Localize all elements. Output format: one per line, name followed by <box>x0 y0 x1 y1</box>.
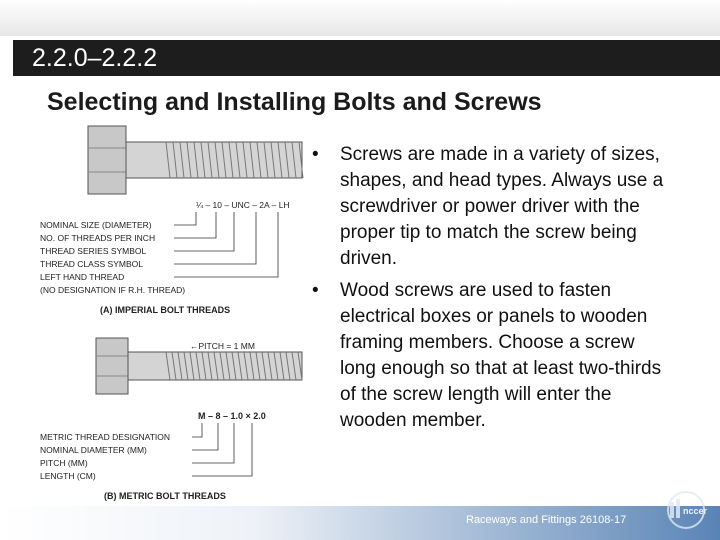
section-number: 2.2.0–2.2.2 <box>32 44 158 72</box>
logo-wordmark: nccer <box>683 506 708 516</box>
imperial-caption: (A) IMPERIAL BOLT THREADS <box>100 305 231 315</box>
leader-line <box>192 423 218 450</box>
metric-designation: M – 8 – 1.0 × 2.0 <box>198 411 266 421</box>
imperial-bolt-illustration <box>88 126 303 194</box>
bullet-text: Wood screws are used to fasten electrical boxes or panels to wooden framing members. Choose a screw long enough so that at least two-thirds of the screw length will enter the wooden member. <box>340 280 662 431</box>
leader-line <box>192 423 252 476</box>
metric-caption: (B) METRIC BOLT THREADS <box>104 491 226 501</box>
bullet-item <box>306 278 666 434</box>
metric-bolt-head <box>96 338 128 394</box>
metric-label-0: METRIC THREAD DESIGNATION <box>40 432 171 442</box>
metric-label-2: PITCH (MM) <box>40 458 88 468</box>
metric-label-3: LENGTH (CM) <box>40 471 96 481</box>
imperial-label-1: NO. OF THREADS PER INCH <box>40 233 156 243</box>
top-gradient-band <box>0 0 720 36</box>
bullet-text: Screws are made in a variety of sizes, shapes, and head types. Always use a screwdriver or power driver with the proper tip to match the screw being driven. <box>340 144 664 269</box>
bolt-thread-diagram <box>38 120 304 506</box>
bullet-dot: • <box>312 144 319 165</box>
leader-line <box>192 423 202 437</box>
bullet-list <box>306 142 666 440</box>
imperial-label-3: THREAD CLASS SYMBOL <box>40 259 143 269</box>
metric-label-1: NOMINAL DIAMETER (MM) <box>40 445 147 455</box>
nccer-logo <box>656 490 714 530</box>
imperial-bolt-shank <box>126 142 302 178</box>
leader-line <box>174 212 234 251</box>
imperial-designation: ¼ – 10 – UNC – 2A – LH <box>196 200 290 210</box>
imperial-label-4: LEFT HAND THREAD <box>40 272 125 282</box>
leader-line <box>192 423 234 463</box>
leader-line <box>174 212 196 225</box>
bullet-item <box>306 142 666 272</box>
metric-pitch-label: ←PITCH = 1 MM <box>190 341 255 351</box>
leader-line <box>174 212 278 277</box>
imperial-bolt-head <box>88 126 126 194</box>
slide-title: Selecting and Installing Bolts and Screws <box>47 88 542 116</box>
imperial-leader-lines <box>174 212 278 277</box>
imperial-label-0: NOMINAL SIZE (DIAMETER) <box>40 220 152 230</box>
imperial-label-5: (NO DESIGNATION IF R.H. THREAD) <box>40 285 186 295</box>
footer-text: Raceways and Fittings 26108-17 <box>466 514 627 526</box>
bullet-dot: • <box>312 280 319 301</box>
imperial-label-2: THREAD SERIES SYMBOL <box>40 246 147 256</box>
metric-leader-lines <box>192 423 252 476</box>
